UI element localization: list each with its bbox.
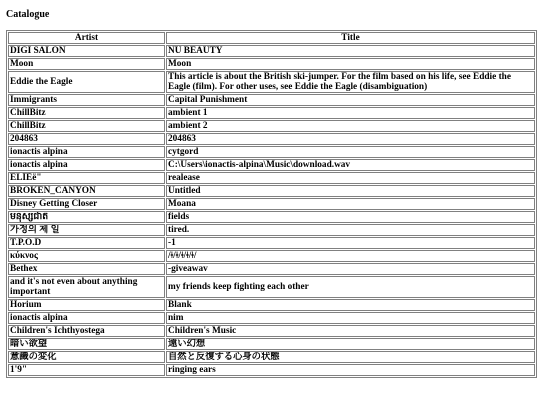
table-row [8, 263, 535, 275]
table-row [8, 198, 535, 210]
artist-cell: ChillBitz [8, 120, 165, 132]
title-cell: This article is about the British ski-jumper. For the film based on his life, see Eddie the Eagle (film). For other uses, see Eddie the Eagle (disambiguation) [166, 71, 535, 93]
artist-cell: Eddie the Eagle [8, 71, 165, 93]
column-header-title: Title [166, 32, 535, 44]
title-cell: 遠い幻想 [166, 338, 535, 350]
artist-cell: 가정의 제 일 [8, 224, 165, 236]
table-row [8, 94, 535, 106]
table-row [8, 211, 535, 223]
table-row [8, 224, 535, 236]
artist-cell: Immigrants [8, 94, 165, 106]
table-row [8, 133, 535, 145]
artist-cell: មនុស្សជាតិ [8, 211, 165, 223]
artist-cell: ionactis alpina [8, 159, 165, 171]
artist-cell: 1'9" [8, 364, 165, 376]
title-cell: Capital Punishment [166, 94, 535, 106]
table-row [8, 338, 535, 350]
title-cell: realease [166, 172, 535, 184]
page-title: Catalogue [6, 9, 50, 20]
table-row [8, 71, 535, 93]
catalogue-body [8, 45, 535, 376]
table-row [8, 120, 535, 132]
table-row [8, 312, 535, 324]
title-cell: ambient 2 [166, 120, 535, 132]
artist-cell: ionactis alpina [8, 146, 165, 158]
header-row [8, 32, 535, 44]
artist-cell: 暗い欲望 [8, 338, 165, 350]
title-cell: /ǂ/ǂ/ǂ/ǂ/ǂ/ [166, 250, 535, 262]
title-cell: my friends keep fighting each other [166, 276, 535, 298]
title-cell: ambient 1 [166, 107, 535, 119]
table-row [8, 107, 535, 119]
table-row [8, 276, 535, 298]
artist-cell: DIGI SALON [8, 45, 165, 57]
title-cell: cytgord [166, 146, 535, 158]
table-row [8, 237, 535, 249]
table-row [8, 299, 535, 311]
artist-cell: Horium [8, 299, 165, 311]
table-row [8, 185, 535, 197]
title-cell: ringing ears [166, 364, 535, 376]
artist-cell: Children's Ichthyostega [8, 325, 165, 337]
title-cell: Untitled [166, 185, 535, 197]
artist-cell: Bethex [8, 263, 165, 275]
artist-cell: ELĪÈë" [8, 172, 165, 184]
title-cell: Moana [166, 198, 535, 210]
artist-cell: and it's not even about anything important [8, 276, 165, 298]
title-cell: Blank [166, 299, 535, 311]
title-cell: fields [166, 211, 535, 223]
table-row [8, 250, 535, 262]
table-row [8, 325, 535, 337]
table-row [8, 159, 535, 171]
title-cell: Children's Music [166, 325, 535, 337]
artist-cell: ChillBitz [8, 107, 165, 119]
artist-cell: 204863 [8, 133, 165, 145]
title-cell: Moon [166, 58, 535, 70]
title-cell: C:\Users\ionactis-alpina\Music\download.wav [166, 159, 535, 171]
title-cell: tired. [166, 224, 535, 236]
title-cell: -1 [166, 237, 535, 249]
catalogue-table [6, 30, 537, 378]
artist-cell: ionactis alpina [8, 312, 165, 324]
table-row [8, 351, 535, 363]
title-cell: NU BEAUTY [166, 45, 535, 57]
table-row [8, 364, 535, 376]
artist-cell: Moon [8, 58, 165, 70]
table-row [8, 45, 535, 57]
artist-cell: T.P.O.D [8, 237, 165, 249]
title-cell: -giveawav [166, 263, 535, 275]
artist-cell: Disney Getting Closer [8, 198, 165, 210]
table-row [8, 58, 535, 70]
title-cell: 204863 [166, 133, 535, 145]
table-row [8, 172, 535, 184]
title-cell: 自然と反復する心身の状態 [166, 351, 535, 363]
artist-cell: κύκνος [8, 250, 165, 262]
artist-cell: 意識の変化 [8, 351, 165, 363]
artist-cell: BROKEN_CANYON [8, 185, 165, 197]
column-header-artist: Artist [8, 32, 165, 44]
title-cell: nim [166, 312, 535, 324]
table-row [8, 146, 535, 158]
